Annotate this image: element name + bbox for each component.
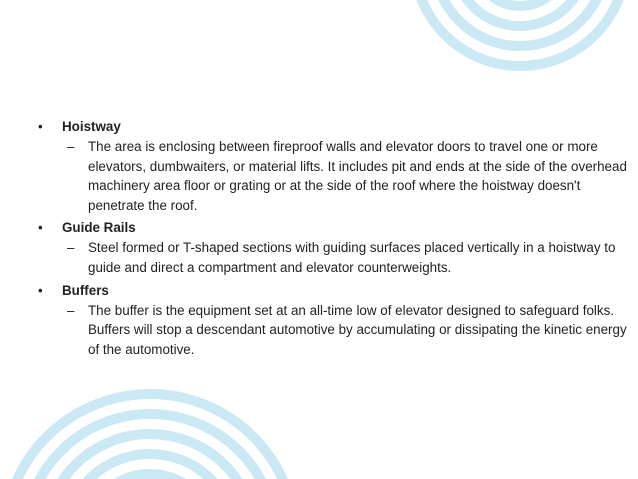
item-heading: Guide Rails xyxy=(62,220,136,236)
list-item-buffers xyxy=(38,281,628,360)
bullet-icon: • xyxy=(38,220,43,236)
dash-icon: – xyxy=(67,139,75,154)
bottom-left-arcs-icon xyxy=(4,394,296,479)
bullet-icon: • xyxy=(38,119,43,134)
item-description: The area is enclosing between fireproof walls and elevator doors to travel one or more elevators, dumbwaiters, or material lifts. It includes pit and ends at the side of the overhead machinery area floor or grating or at the side of the roof where the hoistway doesn't penetrate the roof. xyxy=(88,139,627,213)
dash-icon: – xyxy=(67,302,75,318)
list-item-hoistway xyxy=(38,117,628,215)
list-item-guide-rails xyxy=(38,218,628,277)
top-right-arcs-icon xyxy=(414,0,626,66)
item-heading: Hoistway xyxy=(62,119,121,134)
item-description: The buffer is the equipment set at an all-time low of elevator designed to safeguard folks. Buffers will stop a descendant automotive by accumulating or dissipating the kinetic energy of the automotive. xyxy=(88,302,627,357)
dash-icon: – xyxy=(67,240,75,256)
slide-content xyxy=(38,117,628,362)
bullet-icon: • xyxy=(38,282,43,298)
item-description: Steel formed or T-shaped sections with guiding surfaces placed vertically in a hoistway to guide and direct a compartment and elevator counterweights. xyxy=(88,240,616,275)
item-heading: Buffers xyxy=(62,282,109,298)
